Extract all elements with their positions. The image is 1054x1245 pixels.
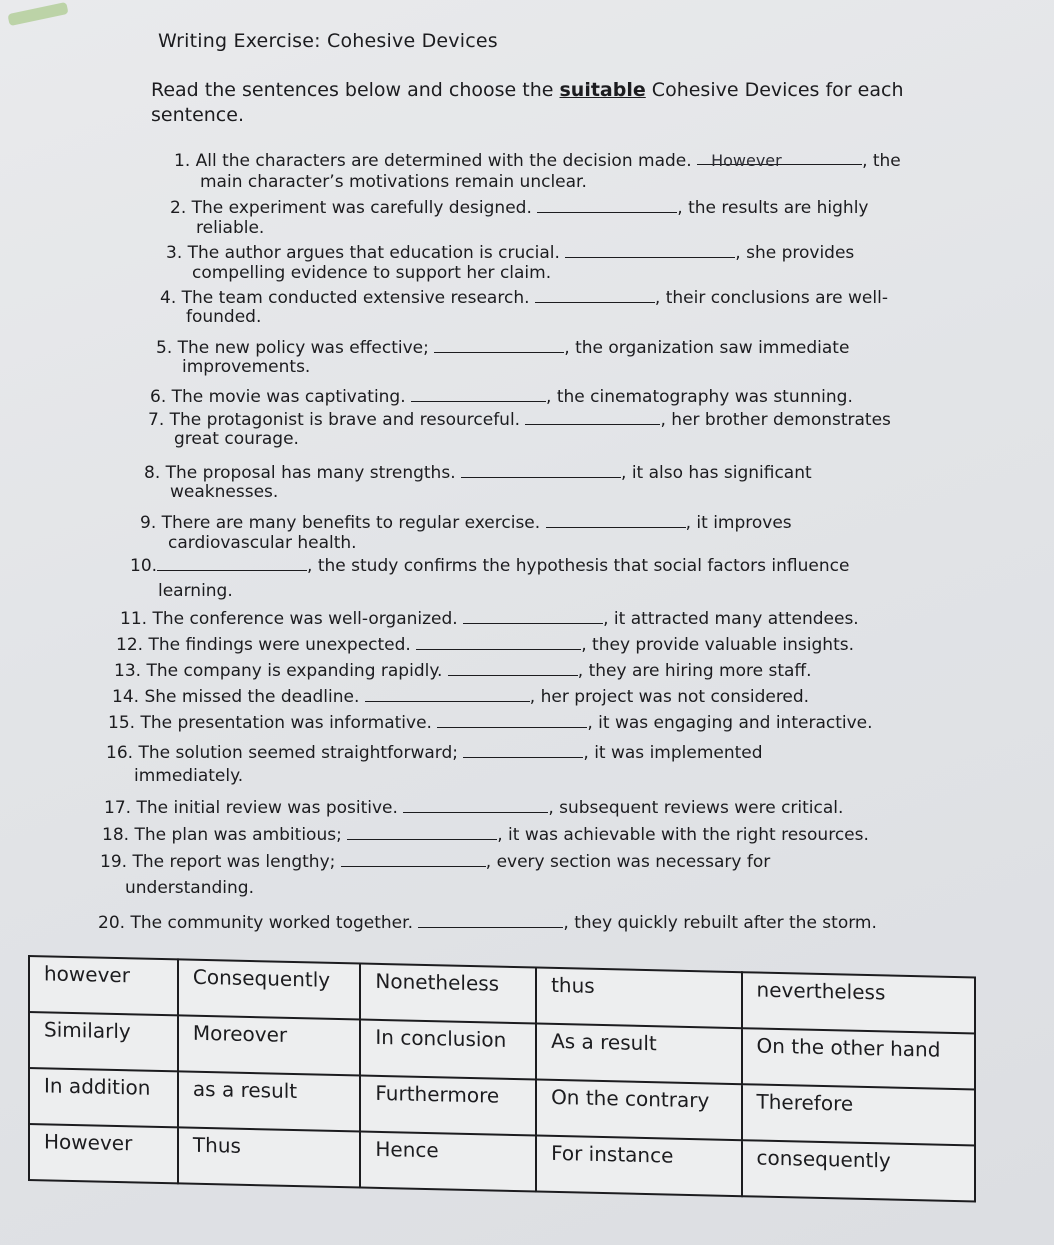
table-cell: For instance	[536, 1136, 741, 1197]
question-15: 15. The presentation was informative. , it was engaging and interactive.	[108, 713, 873, 733]
question-7-cont: great courage.	[174, 429, 299, 449]
answer-blank-7[interactable]	[525, 410, 660, 425]
instructions-emphasis: suitable	[559, 79, 646, 101]
table-cell: as a result	[178, 1071, 360, 1131]
answer-blank-4[interactable]	[535, 288, 655, 303]
table-cell: Furthermore	[360, 1076, 536, 1136]
table-cell: As a result	[536, 1024, 741, 1085]
question-3-cont: compelling evidence to support her claim.	[192, 263, 552, 283]
table-cell: Hence	[360, 1132, 536, 1192]
question-9: 9. There are many benefits to regular exercise. , it improves	[140, 513, 792, 533]
answer-blank-5[interactable]	[434, 338, 564, 353]
decorative-arc	[0, 39, 92, 347]
table-cell: On the other hand	[742, 1028, 975, 1089]
answer-blank-6[interactable]	[411, 387, 546, 402]
answer-blank-1[interactable]: However	[697, 150, 862, 165]
question-18: 18. The plan was ambitious; , it was achievable with the right resources.	[102, 825, 869, 845]
answer-blank-14[interactable]	[365, 687, 530, 702]
question-10-cont: learning.	[158, 581, 233, 601]
question-12: 12. The findings were unexpected. , they provide valuable insights.	[116, 635, 854, 655]
answer-blank-19[interactable]	[341, 852, 486, 867]
question-10: 10. , the study confirms the hypothesis that social factors influence	[130, 556, 850, 576]
question-5-cont: improvements.	[182, 357, 311, 377]
question-14: 14. She missed the deadline. , her project was not considered.	[112, 687, 810, 707]
instructions	[151, 78, 911, 128]
question-1-cont: main character’s motivations remain unclear.	[200, 172, 587, 192]
answer-blank-11[interactable]	[463, 609, 603, 624]
question-1: 1. All the characters are determined with the decision made. However , the	[174, 151, 901, 171]
decorative-stroke	[7, 2, 68, 26]
table-cell: nevertheless	[742, 972, 975, 1033]
answer-blank-8[interactable]	[461, 463, 621, 478]
answer-blank-10[interactable]	[157, 556, 307, 571]
answer-blank-2[interactable]	[537, 198, 677, 213]
table-cell: Moreover	[178, 1015, 360, 1075]
question-16: 16. The solution seemed straightforward; , it was implemented	[106, 743, 763, 763]
answer-blank-20[interactable]	[418, 913, 563, 928]
question-4-cont: founded.	[186, 307, 262, 327]
question-7: 7. The protagonist is brave and resourceful. , her brother demonstrates	[148, 410, 891, 430]
answer-blank-13[interactable]	[448, 661, 578, 676]
question-6: 6. The movie was captivating. , the cinematography was stunning.	[150, 387, 853, 407]
table-cell: However	[29, 1124, 178, 1183]
answer-blank-18[interactable]	[347, 825, 497, 840]
answer-blank-9[interactable]	[546, 513, 686, 528]
table-cell: Consequently	[178, 959, 360, 1019]
cohesive-devices-table	[28, 955, 976, 1203]
question-8: 8. The proposal has many strengths. , it also has significant	[144, 463, 812, 483]
question-16-cont: immediately.	[134, 766, 244, 786]
page-title: Writing Exercise: Cohesive Devices	[158, 30, 498, 52]
question-13: 13. The company is expanding rapidly. , they are hiring more staff.	[114, 661, 812, 681]
table-cell: Thus	[178, 1127, 360, 1187]
question-20: 20. The community worked together. , they quickly rebuilt after the storm.	[98, 913, 877, 933]
table-cell: consequently	[742, 1140, 975, 1201]
question-17: 17. The initial review was positive. , subsequent reviews were critical.	[104, 798, 844, 818]
instructions-text-end: Cohesive Devices for each sentence.	[151, 79, 904, 126]
question-3: 3. The author argues that education is crucial. , she provides	[166, 243, 855, 263]
question-4: 4. The team conducted extensive research. , their conclusions are well-	[160, 288, 888, 308]
table-cell: Therefore	[742, 1084, 975, 1145]
answer-blank-15[interactable]	[437, 713, 587, 728]
table-cell: thus	[536, 968, 741, 1029]
table-cell: however	[29, 956, 178, 1015]
answer-blank-12[interactable]	[416, 635, 581, 650]
question-9-cont: cardiovascular health.	[168, 533, 357, 553]
table-cell: In conclusion	[360, 1020, 536, 1080]
question-11: 11. The conference was well-organized. , it attracted many attendees.	[120, 609, 859, 629]
answer-blank-16[interactable]	[463, 743, 583, 758]
table-cell: On the contrary	[536, 1080, 741, 1141]
question-2-cont: reliable.	[196, 218, 265, 238]
question-8-cont: weaknesses.	[170, 482, 279, 502]
answer-blank-3[interactable]	[565, 243, 735, 258]
answer-blank-17[interactable]	[403, 798, 548, 813]
table-cell: Nonetheless	[360, 964, 536, 1024]
question-19: 19. The report was lengthy; , every section was necessary for	[100, 852, 771, 872]
question-5: 5. The new policy was effective; , the organization saw immediate	[156, 338, 850, 358]
table-cell: In addition	[29, 1068, 178, 1127]
question-2: 2. The experiment was carefully designed. , the results are highly	[170, 198, 869, 218]
question-19-cont: understanding.	[125, 878, 254, 898]
instructions-text: Read the sentences below and choose the	[151, 79, 560, 101]
table-cell: Similarly	[29, 1012, 178, 1071]
